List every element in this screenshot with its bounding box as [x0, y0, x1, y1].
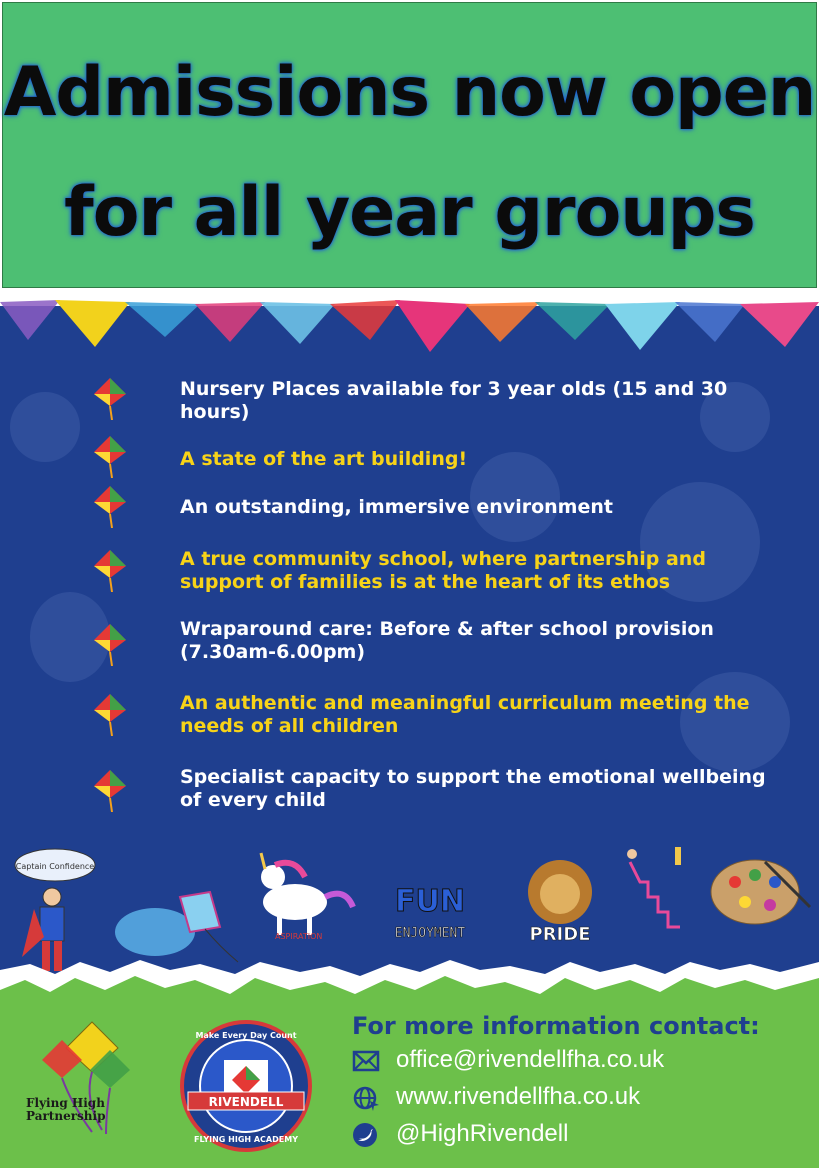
twitter-icon — [352, 1122, 380, 1148]
globe-icon — [352, 1085, 380, 1111]
enjoyment-label: ENJOYMENT — [394, 926, 466, 941]
aspiration-label: ASPIRATION — [275, 932, 323, 941]
stairs-doodle — [620, 842, 700, 942]
palette-doodle — [705, 847, 815, 932]
bunting-decoration — [0, 292, 819, 362]
crest-top-text: Make Every Day Count — [195, 1031, 297, 1040]
features-panel — [0, 292, 819, 982]
pride-label: PRIDE — [529, 924, 591, 945]
fun-label: FUN — [395, 884, 465, 919]
email-link[interactable]: office@rivendellfha.co.uk — [396, 1046, 665, 1073]
headline-banner — [2, 2, 817, 288]
flying-high-partnership-logo — [22, 1020, 142, 1150]
headline-line-2: for all year groups — [64, 173, 755, 252]
headline-line-1: Admissions now open — [3, 53, 816, 132]
contact-heading: For more information contact: — [352, 1012, 760, 1040]
lion-doodle — [515, 852, 605, 947]
feature-text: An authentic and meaningful curriculum meeting the needs of all children — [180, 692, 750, 737]
kite-icon — [92, 548, 128, 592]
fun-doodle — [360, 877, 500, 947]
unicorn-doodle — [245, 847, 360, 942]
feature-text: Wraparound care: Before & after school provision (7.30am-6.00pm) — [180, 618, 714, 663]
website-link[interactable]: www.rivendellfha.co.uk — [396, 1083, 641, 1110]
crest-banner-text: RIVENDELL — [208, 1095, 284, 1109]
feature-text: Nursery Places available for 3 year olds (15 and 30 hours) — [180, 378, 728, 423]
twitter-handle[interactable]: @HighRivendell — [396, 1120, 569, 1147]
kite-icon — [92, 692, 128, 736]
kite-icon — [92, 768, 128, 812]
background-figure — [10, 392, 80, 462]
kite-icon — [92, 434, 128, 478]
feature-text: A state of the art building! — [180, 448, 468, 470]
captain-label: Captain Confidence — [15, 862, 95, 871]
kite-icon — [92, 622, 128, 666]
kite-icon — [92, 376, 128, 420]
feature-text: Specialist capacity to support the emotional wellbeing of every child — [180, 766, 766, 811]
partnership-name: Flying High Partnership — [26, 1096, 106, 1123]
mail-icon — [352, 1048, 380, 1074]
feature-text: A true community school, where partnership and support of families is at the heart of its ethos — [180, 548, 706, 593]
cloud-kite-doodle — [110, 887, 240, 967]
kite-icon — [92, 484, 128, 528]
crest-bottom-text: FLYING HIGH ACADEMY — [194, 1135, 298, 1144]
feature-text: An outstanding, immersive environment — [180, 496, 613, 518]
rivendell-crest-logo — [166, 1018, 326, 1158]
